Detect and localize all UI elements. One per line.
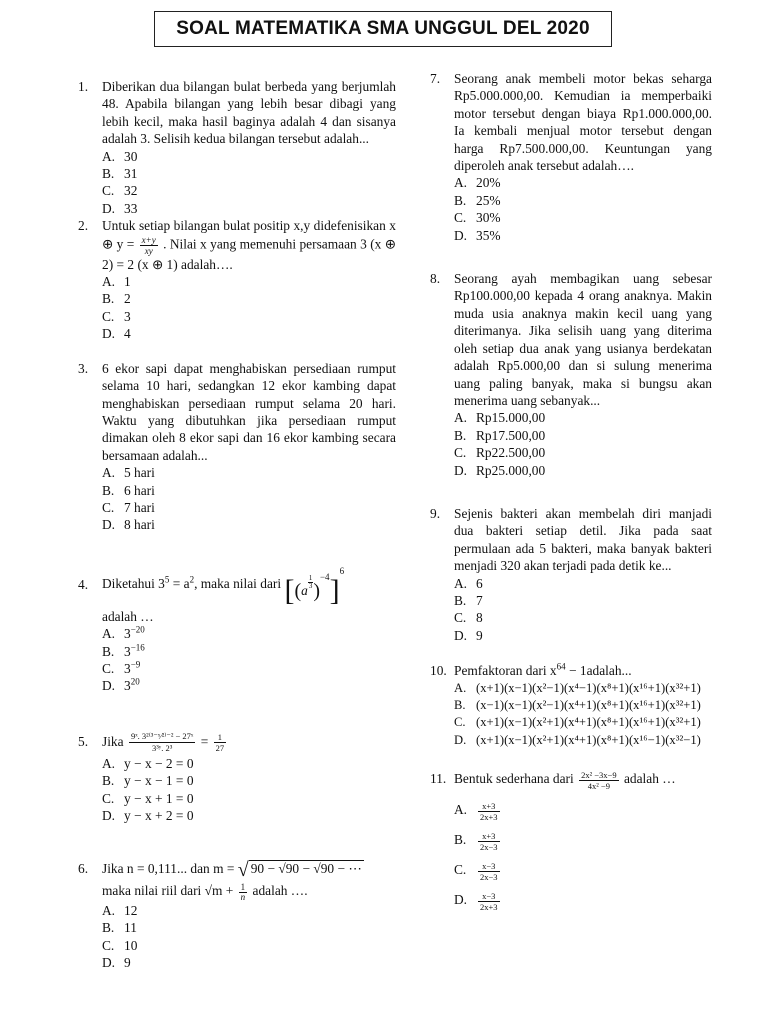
option-fraction	[478, 831, 500, 852]
option-value: (x+1)(x−1)(x²−1)(x⁴−1)(x⁸+1)(x¹⁶+1)(x³²+1)	[476, 680, 701, 695]
option-d[interactable]	[454, 462, 712, 479]
radical-sign: √	[237, 859, 249, 882]
option-a[interactable]	[454, 795, 712, 825]
option-c[interactable]	[454, 855, 712, 885]
option-value: (x−1)(x−1)(x²−1)(x⁴+1)(x⁸+1)(x¹⁶+1)(x³²+1)	[476, 698, 701, 712]
option-base: 3	[124, 643, 131, 659]
fraction-numerator: x−3	[478, 891, 500, 902]
option-value: 8 hari	[124, 517, 155, 533]
option-c[interactable]	[102, 790, 396, 807]
options-list	[102, 464, 396, 534]
option-letter: A.	[454, 680, 467, 695]
option-value: 20%	[476, 175, 501, 191]
exponent: 64	[556, 661, 566, 672]
question-text	[102, 856, 396, 882]
fraction-denominator: 2x+3	[480, 811, 498, 822]
question-7	[430, 70, 712, 244]
exponent: 5	[164, 574, 170, 585]
option-a[interactable]	[102, 625, 396, 642]
option-value: 33	[124, 200, 138, 216]
option-letter: B.	[102, 166, 115, 182]
option-base: 3	[124, 678, 131, 694]
fraction	[579, 770, 619, 791]
option-letter: A.	[454, 175, 468, 191]
option-letter: B.	[102, 773, 115, 789]
option-value: 2	[124, 291, 131, 307]
question-10	[430, 662, 754, 749]
option-value: y − x + 2 = 0	[124, 808, 194, 823]
option-letter: C.	[102, 499, 115, 515]
question-6	[78, 856, 396, 971]
question-text	[454, 767, 712, 791]
option-value: Rp25.000,00	[476, 462, 546, 478]
fraction-denominator: 2x−3	[480, 871, 498, 882]
left-column	[78, 78, 396, 971]
fraction-numerator: 9ˣ. 3²⁽³⁻ˣ⁄²⁾⁻² − 27ˣ	[130, 731, 194, 742]
option-base: 3	[124, 660, 131, 676]
question-text: Sejenis bakteri akan membelah diri manjadi dua bakteri setiap detil. Jika pada saat permulaan ada 5 bakteri, maka banyak bakteri menjadi 320 akan terjadi pada detik ke...	[454, 505, 712, 574]
option-exponent: 20	[130, 676, 140, 687]
option-exponent: −20	[130, 624, 145, 635]
option-value: 4	[124, 326, 131, 342]
fraction	[214, 732, 227, 753]
option-value: 31	[124, 166, 138, 182]
option-exponent: −9	[130, 659, 141, 670]
option-letter: B.	[454, 698, 466, 712]
option-letter: C.	[454, 610, 467, 626]
exponent: −4	[319, 572, 330, 583]
fraction-numerator: x+3	[478, 801, 500, 812]
question-text	[102, 564, 396, 608]
base-variable: a	[301, 583, 308, 599]
question-text-part: Jika n = 0,111... dan m =	[102, 861, 235, 877]
question-text-part: adalah …	[623, 771, 676, 787]
question-3	[78, 360, 396, 534]
question-text-part: = a	[169, 575, 190, 591]
option-b[interactable]	[454, 825, 712, 855]
question-text-line	[102, 882, 396, 901]
option-a[interactable]	[454, 409, 712, 426]
question-text-part: − 1adalah...	[565, 663, 632, 679]
option-b[interactable]	[102, 290, 396, 307]
option-letter: A.	[454, 575, 468, 591]
option-letter: D.	[102, 326, 116, 342]
option-a[interactable]	[102, 755, 396, 772]
option-value: 10	[124, 937, 138, 953]
question-text-part: Bentuk sederhana dari	[454, 771, 574, 787]
option-a[interactable]	[102, 902, 396, 919]
options-list	[102, 755, 396, 825]
question-number: 8.	[430, 271, 441, 287]
option-letter: D.	[454, 732, 467, 747]
option-b[interactable]	[454, 592, 712, 609]
option-b[interactable]	[454, 427, 712, 444]
option-letter: C.	[454, 862, 467, 878]
option-fraction	[478, 801, 500, 822]
option-letter: B.	[102, 920, 115, 936]
option-letter: A.	[102, 626, 116, 642]
option-letter: D.	[102, 200, 116, 216]
radical-content: 90 − √90 − √90 − ⋯	[250, 861, 362, 877]
question-text-part: Untuk setiap bilangan bulat positip x,y didefenisikan x ⊕ y =	[102, 218, 396, 252]
option-d[interactable]	[102, 677, 396, 694]
question-text-part: adalah ….	[252, 883, 308, 899]
option-value: y − x + 1 = 0	[124, 790, 194, 806]
left-paren: (	[294, 580, 302, 603]
right-paren: )	[313, 580, 320, 603]
fraction-denominator: 2x−3	[480, 841, 498, 852]
option-b[interactable]	[102, 643, 396, 660]
fraction-denominator: n	[240, 891, 246, 902]
question-text-part: , maka nilai dari	[194, 575, 282, 591]
option-value: 32	[124, 183, 138, 199]
option-value: 30	[124, 148, 138, 164]
option-a[interactable]	[102, 148, 396, 165]
option-value: 8	[476, 610, 483, 626]
fraction-numerator: 1	[308, 574, 313, 583]
option-b[interactable]	[454, 697, 754, 714]
option-value: Rp22.500,00	[476, 445, 546, 461]
question-number: 1.	[78, 79, 89, 94]
option-value: 1	[124, 274, 131, 290]
exponent: 6	[339, 566, 345, 577]
left-bracket: [	[284, 574, 295, 608]
option-value: Rp15.000,00	[476, 410, 546, 426]
question-text-tail: adalah …	[102, 608, 154, 624]
option-letter: C.	[454, 715, 466, 730]
option-value: 3	[124, 308, 131, 324]
question-number: 3.	[78, 360, 89, 376]
option-fraction	[478, 891, 500, 912]
option-a[interactable]	[454, 174, 712, 191]
option-letter: B.	[102, 643, 115, 659]
question-number: 5.	[78, 733, 89, 749]
question-number: 10.	[430, 663, 447, 679]
fraction-numerator: 2x² −3x−9	[581, 769, 617, 780]
options-list	[454, 409, 712, 479]
question-text-part: Pemfaktoran dari x	[454, 663, 557, 679]
fraction-denominator: 3	[308, 582, 313, 591]
option-value: 12	[124, 902, 138, 918]
options-list	[102, 148, 396, 218]
option-d[interactable]	[102, 807, 396, 824]
option-d[interactable]	[102, 516, 396, 533]
option-c[interactable]	[102, 937, 396, 954]
option-d[interactable]	[454, 227, 712, 244]
option-d[interactable]	[102, 325, 396, 342]
question-1	[78, 78, 396, 217]
options-list	[454, 174, 712, 244]
option-a[interactable]	[102, 273, 396, 290]
option-c[interactable]	[454, 444, 712, 461]
option-letter: D.	[102, 955, 116, 971]
option-value: 25%	[476, 192, 501, 208]
option-d[interactable]	[102, 200, 396, 217]
options-list	[454, 680, 754, 750]
option-a[interactable]	[454, 575, 712, 592]
option-c[interactable]	[454, 609, 712, 626]
option-fraction	[478, 861, 500, 882]
fraction	[129, 731, 195, 754]
option-letter: D.	[454, 227, 468, 243]
option-letter: A.	[102, 148, 116, 164]
option-value: 35%	[476, 227, 501, 243]
option-letter: A.	[454, 802, 468, 818]
equals-sign: =	[200, 733, 209, 749]
option-letter: C.	[454, 445, 467, 461]
question-number: 2.	[78, 218, 89, 234]
option-c[interactable]	[102, 499, 396, 516]
option-value: 30%	[476, 210, 501, 226]
option-exponent: −16	[130, 642, 145, 653]
option-b[interactable]	[102, 919, 396, 936]
question-2	[78, 217, 396, 342]
question-9	[430, 505, 712, 644]
option-base: 3	[124, 626, 131, 642]
option-letter: C.	[102, 937, 115, 953]
option-letter: B.	[102, 291, 115, 307]
option-letter: B.	[454, 832, 467, 848]
option-letter: D.	[102, 517, 116, 533]
option-letter: D.	[102, 678, 116, 694]
fraction-numerator: x+3	[478, 831, 500, 842]
option-c[interactable]	[454, 209, 712, 226]
option-letter: A.	[454, 410, 468, 426]
option-letter: C.	[102, 790, 115, 806]
exponent: 2	[189, 574, 195, 585]
option-value: y − x − 1 = 0	[124, 773, 194, 789]
question-text	[454, 662, 754, 679]
option-d[interactable]	[454, 627, 712, 644]
question-text: Seorang ayah membagikan uang sebesar Rp100.000,00 kepada 4 orang anaknya. Makin muda usia anaknya makin kecil uang yang diterimanya. Jika selisih uang yang diterima oleh setiap dua anak yang usianya berdekatan adalah Rp5.000,00 dan si sulung menerima uang paling banyak, maka si bungsu akan menerima uang sebanyak...	[454, 271, 712, 408]
option-letter: B.	[454, 192, 467, 208]
question-text-part: maka nilai riil dari √m +	[102, 883, 234, 899]
option-d[interactable]	[454, 885, 712, 915]
option-letter: D.	[454, 462, 468, 478]
fraction-denominator: 27	[215, 743, 225, 754]
options-list	[102, 625, 396, 695]
question-text: Seorang anak membeli motor bekas seharga Rp5.000.000,00. Kemudian ia memperbaiki motor tersebut dengan biaya Rp1.000.000,00. Ia kembali menjual motor tersebut dengan harga Rp7.500.000,00. Keuntungan yang diperoleh anak tersebut adalah….	[454, 71, 712, 174]
option-value: 6 hari	[124, 482, 155, 498]
option-b[interactable]	[102, 165, 396, 182]
option-b[interactable]	[102, 772, 396, 789]
option-value: 7 hari	[124, 499, 155, 515]
option-letter: C.	[102, 308, 115, 324]
question-5	[78, 729, 396, 825]
option-letter: C.	[102, 183, 115, 199]
question-8	[430, 270, 712, 479]
fraction-denominator: 4x² −9	[587, 780, 610, 791]
fraction	[239, 883, 248, 902]
fraction-numerator: x−3	[478, 861, 500, 872]
fraction-numerator: 1	[240, 881, 246, 892]
option-d[interactable]	[102, 954, 396, 971]
option-d[interactable]	[454, 732, 754, 749]
question-number: 7.	[430, 71, 441, 86]
option-letter: A.	[102, 274, 116, 290]
question-text	[102, 217, 396, 273]
question-11	[430, 767, 712, 915]
option-value: 6	[476, 575, 483, 591]
option-a[interactable]	[454, 680, 754, 697]
option-value: Rp17.500,00	[476, 427, 546, 443]
option-value: (x+1)(x−1)(x²+1)(x⁴+1)(x⁸+1)(x¹⁶+1)(x³²+1)	[476, 715, 701, 730]
option-letter: A.	[102, 902, 116, 918]
fraction-numerator: x+y	[141, 234, 156, 245]
fraction-numerator: 1	[214, 732, 227, 743]
fraction-denominator: xy	[144, 245, 153, 256]
option-letter: B.	[102, 482, 115, 498]
option-letter: A.	[102, 465, 116, 481]
question-text-part: . Nilai x yang memenuhi persamaan 3 (x ⊕ 2) = 2 (x ⊕ 1) adalah….	[102, 236, 396, 272]
option-c[interactable]	[102, 182, 396, 199]
option-letter: D.	[454, 627, 468, 643]
question-number: 4.	[78, 576, 89, 592]
option-value: (x+1)(x−1)(x²+1)(x⁴+1)(x⁸+1)(x¹⁶−1)(x³²−1)	[476, 732, 701, 747]
option-value: 7	[476, 592, 483, 608]
right-column	[430, 70, 712, 915]
fraction-denominator: 3³ʸ. 2³	[151, 743, 173, 754]
option-letter: A.	[102, 755, 116, 771]
option-value: 9	[124, 955, 131, 971]
options-list	[454, 795, 712, 915]
options-list	[454, 575, 712, 645]
option-value: y − x − 2 = 0	[124, 755, 194, 771]
fraction-denominator: 2x+3	[480, 901, 498, 912]
option-c[interactable]	[102, 660, 396, 677]
option-letter: D.	[454, 892, 468, 908]
option-b[interactable]	[102, 482, 396, 499]
question-text: 6 ekor sapi dapat menghabiskan persediaan rumput selama 10 hari, sedangkan 12 ekor kambing dapat menghabiskan persediaan rumput selama 20 hari. Waktu yang dibutuhkan jika persediaan rumput dimakan oleh 8 ekor sapi dan 16 ekor kambing secara bersamaan adalah...	[102, 360, 396, 463]
bracket-expression	[284, 566, 345, 608]
options-list	[102, 902, 396, 972]
option-b[interactable]	[454, 192, 712, 209]
question-text	[102, 729, 396, 755]
question-text-part: Diketahui 3	[102, 575, 165, 591]
question-4	[78, 564, 396, 695]
option-value: 11	[124, 920, 137, 936]
option-value: 5 hari	[124, 465, 155, 481]
question-number: 9.	[430, 505, 441, 521]
question-text: Diberikan dua bilangan bulat berbeda yang berjumlah 48. Apabila bilangan yang lebih besar dibagi yang lebih kecil, maka hasil baginya adalah 4 dan sisanya adalah 3. Selisih kedua bilangan tersebut adalah...	[102, 79, 396, 147]
page-title-box	[154, 11, 612, 47]
fraction	[140, 235, 158, 256]
option-letter: C.	[102, 660, 115, 676]
option-value: 9	[476, 627, 483, 643]
option-a[interactable]	[102, 464, 396, 481]
option-c[interactable]	[102, 308, 396, 325]
options-list	[102, 273, 396, 343]
option-letter: B.	[454, 427, 467, 443]
option-letter: B.	[454, 592, 467, 608]
question-text-part: Jika	[102, 733, 124, 749]
option-c[interactable]	[454, 714, 754, 731]
page-title: SOAL MATEMATIKA SMA UNGGUL DEL 2020	[176, 18, 590, 39]
option-letter: C.	[454, 210, 467, 226]
right-bracket: ]	[329, 574, 340, 608]
option-letter: D.	[102, 808, 116, 823]
question-number: 6.	[78, 861, 89, 877]
question-number: 11.	[430, 771, 447, 787]
